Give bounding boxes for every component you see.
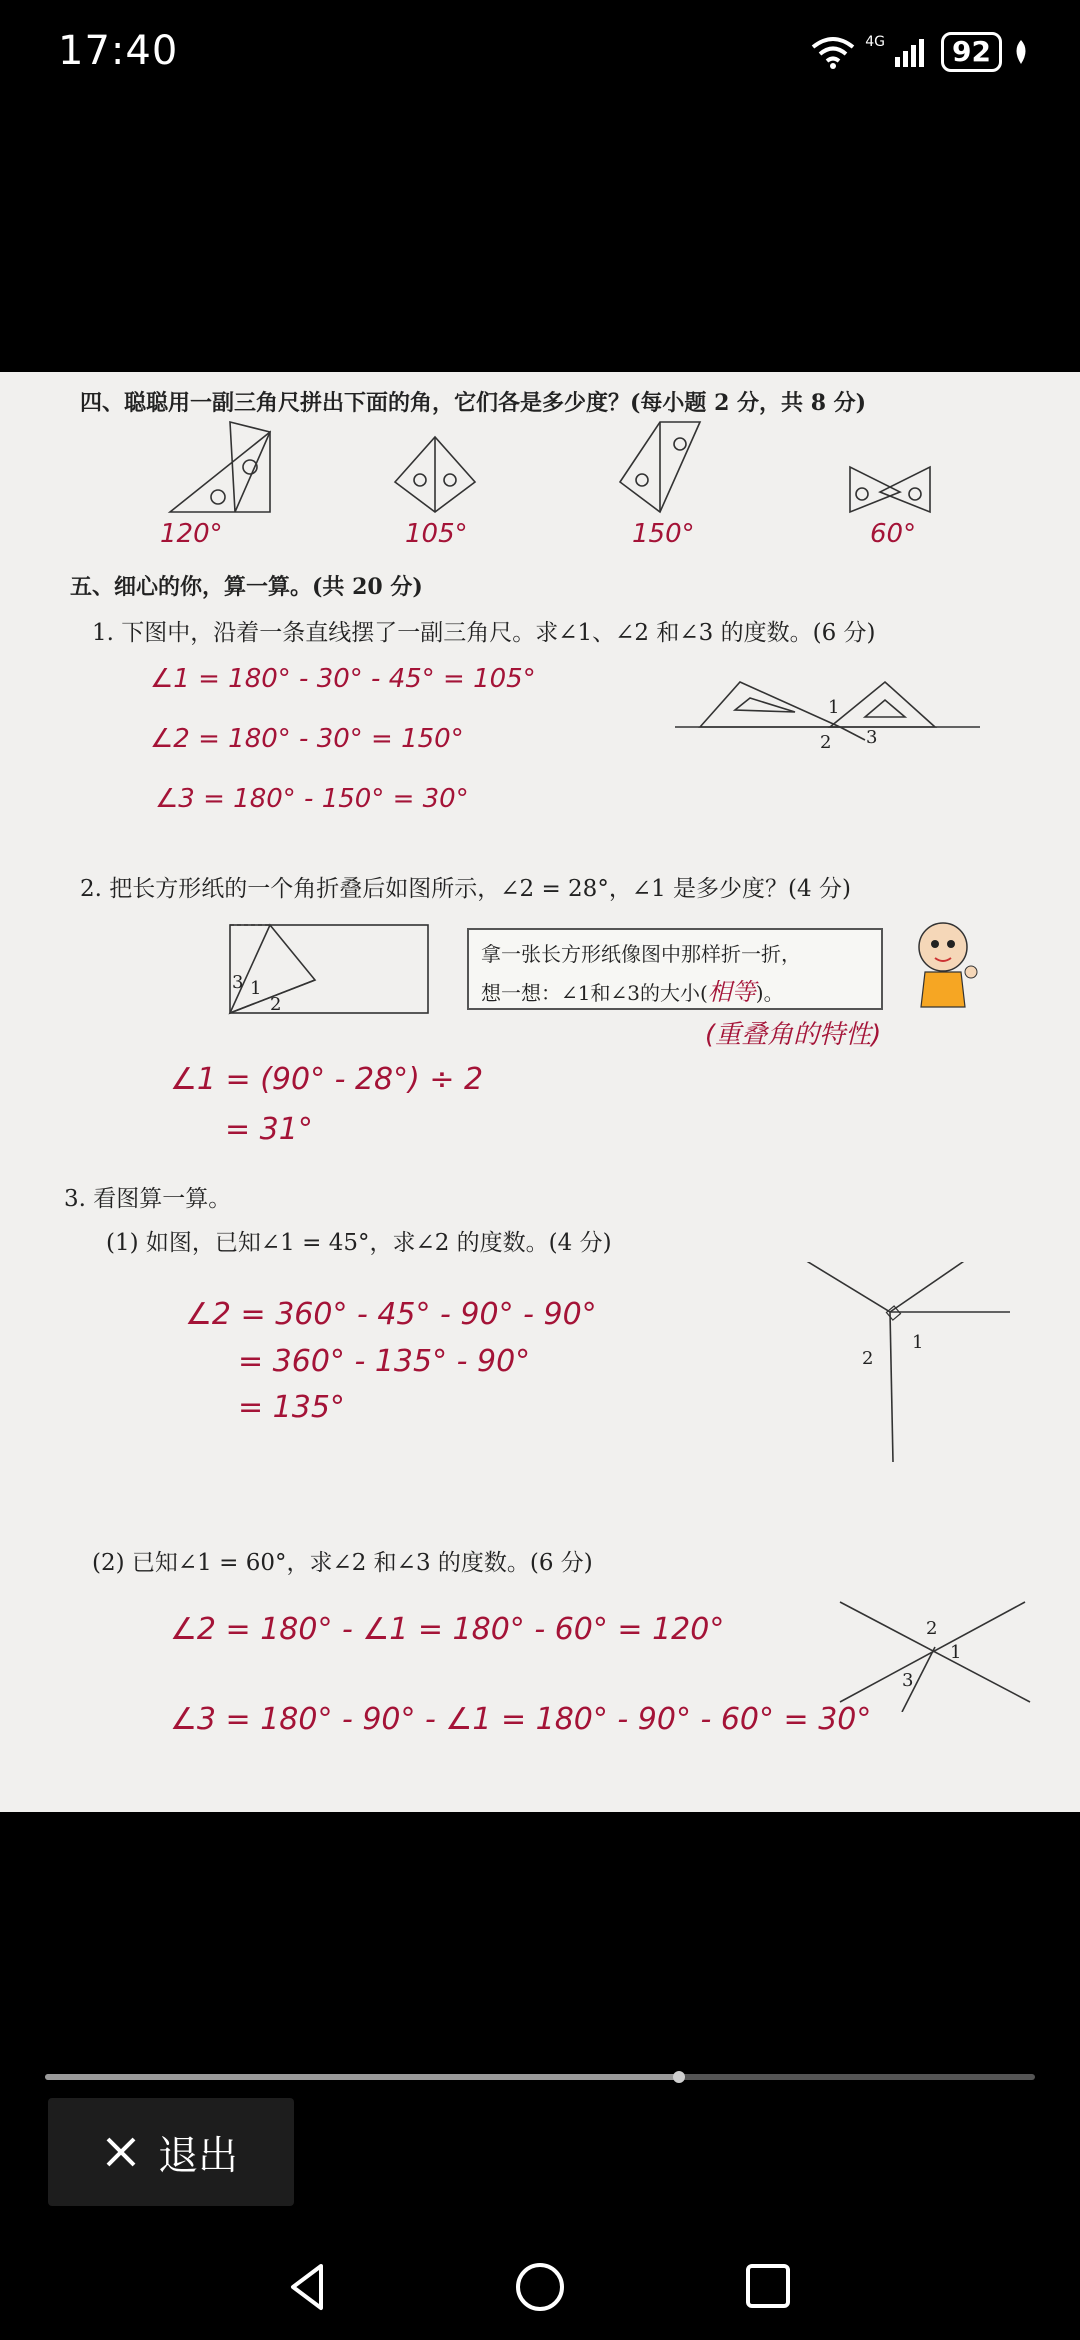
- q2-work-1: ∠1 = (90° - 28°) ÷ 2: [170, 1062, 484, 1097]
- hint-line-1: 拿一张长方形纸像图中那样折一折，: [481, 942, 801, 966]
- q3p2-diagram: [830, 1592, 1040, 1712]
- progress-knob[interactable]: [673, 2071, 685, 2083]
- diagram-c: [620, 422, 700, 512]
- progress-fill: [45, 2074, 679, 2080]
- q1-work-1: ∠1 = 180° - 30° - 45° = 105°: [150, 664, 536, 694]
- q3p2-label-2: 2: [926, 1618, 938, 1639]
- status-time: 17:40: [58, 28, 179, 74]
- q1-label-1: 1: [828, 697, 840, 718]
- q1-work-3: ∠3 = 180° - 150° = 30°: [155, 784, 469, 814]
- q2-label-3: 3: [232, 972, 244, 993]
- answer-c: 150°: [632, 519, 695, 549]
- q2-note: (重叠角的特性): [705, 1020, 882, 1050]
- q3p1-work-1: ∠2 = 360° - 45° - 90° - 90°: [185, 1297, 597, 1332]
- q3p1-label-2: 2: [862, 1348, 874, 1369]
- network-type: 4G: [865, 34, 886, 50]
- hint-box: [467, 928, 883, 1010]
- status-bar: [0, 0, 1080, 110]
- q1-label-3: 3: [866, 727, 878, 748]
- q3-part2-text: (2) 已知∠1 = 60°，求∠2 和∠3 的度数。(6 分): [92, 1550, 593, 1576]
- diagram-b: [395, 437, 475, 512]
- worksheet-photo[interactable]: [0, 372, 1080, 1812]
- status-icons: [811, 30, 1030, 74]
- q2-diagram: [225, 920, 435, 1020]
- exit-button[interactable]: [48, 2098, 294, 2206]
- diagram-a: [170, 422, 270, 512]
- q3p2-work-2: ∠3 = 180° - 90° - ∠1 = 180° - 90° - 60° = 30°: [170, 1702, 872, 1737]
- recents-icon[interactable]: [734, 2252, 804, 2322]
- back-icon[interactable]: [273, 2252, 343, 2322]
- hint-answer: 相等: [707, 978, 756, 1006]
- boy-cartoon-icon: [905, 912, 985, 1012]
- q2-label-2: 2: [270, 994, 282, 1015]
- exit-label: 退出: [158, 2132, 238, 2179]
- q3p1-work-3: = 135°: [238, 1390, 345, 1425]
- signal-icon: [895, 37, 931, 67]
- answer-b: 105°: [405, 519, 468, 549]
- battery-icon: 92: [941, 32, 1002, 72]
- q3p2-label-3: 3: [902, 1670, 914, 1691]
- section5-title: 五、细心的你，算一算。(共 20 分): [70, 574, 423, 600]
- q3p1-diagram: [790, 1262, 1020, 1462]
- section4-title: 四、聪聪用一副三角尺拼出下面的角，它们各是多少度？(每小题 2 分，共 8 分): [80, 390, 867, 416]
- diagram-d: [850, 467, 930, 512]
- image-progress-bar[interactable]: [45, 2074, 1035, 2080]
- q3p1-work-2: = 360° - 135° - 90°: [238, 1344, 531, 1379]
- q3p2-work-1: ∠2 = 180° - ∠1 = 180° - 60° = 120°: [170, 1612, 725, 1647]
- q3p2-label-1: 1: [950, 1642, 962, 1663]
- answer-a: 120°: [160, 519, 223, 549]
- answer-d: 60°: [870, 519, 917, 549]
- home-icon[interactable]: [505, 2252, 575, 2322]
- close-icon: [104, 2135, 138, 2169]
- q1-work-2: ∠2 = 180° - 30° = 150°: [150, 724, 464, 754]
- leaf-icon: [1012, 38, 1030, 66]
- q3p1-label-1: 1: [912, 1332, 924, 1353]
- q2-label-1: 1: [250, 978, 262, 999]
- q2-text: 2. 把长方形纸的一个角折叠后如图所示，∠2 = 28°，∠1 是多少度？(4 分): [80, 876, 851, 902]
- hint-line-2: 想一想：∠1和∠3的大小(相等)。: [481, 978, 784, 1006]
- wifi-icon: [811, 35, 855, 69]
- q3-part1-text: (1) 如图，已知∠1 = 45°，求∠2 的度数。(4 分): [106, 1230, 612, 1256]
- q1-label-2: 2: [820, 732, 832, 753]
- q2-work-2: = 31°: [225, 1112, 313, 1147]
- q1-text: 1. 下图中，沿着一条直线摆了一副三角尺。求∠1、∠2 和∠3 的度数。(6 分): [92, 620, 876, 646]
- navigation-bar: [0, 2230, 1080, 2340]
- q3-text: 3. 看图算一算。: [64, 1186, 232, 1212]
